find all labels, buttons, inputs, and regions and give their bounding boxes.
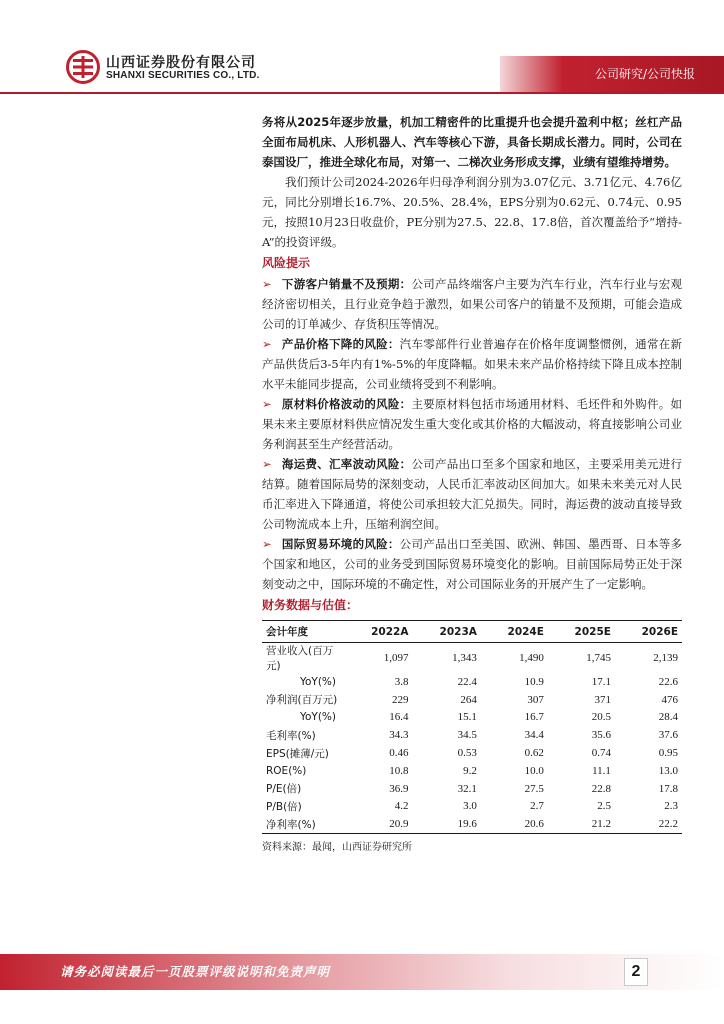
arrow-bullet-icon: ➢ bbox=[262, 277, 272, 291]
page-header bbox=[0, 0, 724, 100]
table-cell: 22.8 bbox=[591, 782, 611, 795]
table-row bbox=[262, 726, 682, 744]
arrow-bullet-icon: ➢ bbox=[262, 337, 272, 351]
table-row bbox=[262, 643, 682, 674]
table-cell: 0.62 bbox=[524, 747, 544, 760]
footer-disclaimer: 请务必阅读最后一页股票评级说明和免责声明 bbox=[60, 964, 331, 979]
row-label: EPS(摊薄/元) bbox=[266, 747, 329, 760]
company-name-en: SHANXI SECURITIES CO., LTD. bbox=[106, 70, 260, 81]
table-cell: 1,097 bbox=[383, 652, 409, 664]
table-cell: 27.5 bbox=[524, 782, 544, 795]
risk-item-heading: 国际贸易环境的风险： bbox=[281, 537, 400, 551]
arrow-bullet-icon: ➢ bbox=[262, 397, 272, 411]
table-cell: 36.9 bbox=[389, 782, 409, 795]
table-cell: 16.7 bbox=[524, 711, 544, 724]
table-cell: 17.1 bbox=[591, 675, 611, 688]
row-label: YoY(%) bbox=[299, 675, 336, 688]
table-cell: 3.8 bbox=[394, 675, 409, 688]
table-cell: 229 bbox=[391, 693, 409, 706]
table-row bbox=[262, 762, 682, 780]
arrow-bullet-icon: ➢ bbox=[262, 457, 272, 471]
table-cell: 28.4 bbox=[658, 711, 678, 724]
table-cell: 476 bbox=[661, 693, 678, 706]
table-cell: 34.3 bbox=[389, 729, 409, 742]
table-cell: 4.2 bbox=[394, 800, 409, 813]
report-type-tag: 公司研究/公司快报 bbox=[500, 56, 724, 92]
table-row bbox=[262, 673, 682, 691]
column-header-year: 2025E bbox=[548, 621, 615, 643]
company-name-cn: 山西证券股份有限公司 bbox=[106, 55, 256, 71]
table-cell: 11.1 bbox=[592, 764, 611, 777]
risk-item bbox=[262, 334, 682, 394]
risk-item-text: 公司产品出口至多个国家和地区，主要采用美元进行结算。随着国际局势的深刻变动，人民币汇率波动区间加大。如果未来美元对人民币汇率进入下降通道，将使公司承担较大汇兑损失。同时，海运费的波动直接导致公司物流成本上升，压缩利润空间。 bbox=[262, 457, 683, 531]
table-cell: 20.5 bbox=[591, 711, 611, 724]
table-cell: 13.0 bbox=[658, 764, 678, 777]
table-cell: 2.7 bbox=[530, 800, 544, 813]
table-cell: 37.6 bbox=[658, 729, 678, 742]
table-cell: 1,745 bbox=[586, 652, 611, 664]
table-cell: 9.2 bbox=[463, 764, 477, 777]
table-cell: 22.4 bbox=[457, 675, 477, 688]
main-content bbox=[262, 112, 682, 853]
data-source-note: 资料来源：最闻，山西证券研究所 bbox=[262, 842, 412, 854]
table-cell: 307 bbox=[527, 693, 544, 706]
table-cell: 10.9 bbox=[524, 675, 544, 688]
row-label: P/E(倍) bbox=[266, 783, 302, 796]
table-cell: 32.1 bbox=[457, 782, 477, 795]
risk-item-text: 汽车零部件行业普遍存在价格年度调整惯例，通常在新产品供货后3-5年内有1%-5%的年度降幅。如果未来产品价格持续下降且成本控制水平未能同步提高，公司业绩将受到不利影响。 bbox=[262, 337, 683, 391]
table-cell: 1,490 bbox=[519, 652, 544, 664]
row-label: YoY(%) bbox=[299, 711, 336, 724]
table-cell: 371 bbox=[594, 693, 611, 706]
risk-item bbox=[262, 534, 682, 594]
table-cell: 2.5 bbox=[597, 800, 611, 813]
table-cell: 0.46 bbox=[389, 747, 409, 760]
table-cell: 22.2 bbox=[615, 815, 682, 833]
row-label: 营业收入(百万元) bbox=[266, 645, 334, 672]
table-cell: 264 bbox=[460, 693, 477, 706]
table-cell: 19.6 bbox=[412, 815, 480, 833]
table-cell: 3.0 bbox=[463, 800, 477, 813]
risk-list bbox=[262, 274, 682, 594]
table-row bbox=[262, 798, 682, 816]
risk-item-heading: 原材料价格波动的风险： bbox=[281, 397, 412, 411]
table-cell: 15.1 bbox=[457, 711, 477, 724]
summary-paragraph: 务将从2025年逐步放量，机加工精密件的比重提升也会提升盈利中枢；丝杠产品全面布局机床、人形机器人、汽车等核心下游，具备长期成长潜力。同时，公司在泰国设厂，推进全球化布局，对第一、二梯次业务形成支撑，业绩有望维持增势。 bbox=[262, 115, 682, 169]
table-cell: 0.74 bbox=[591, 747, 611, 760]
table-cell: 35.6 bbox=[591, 729, 611, 742]
table-row bbox=[262, 709, 682, 727]
row-label: 净利率(%) bbox=[262, 815, 344, 833]
table-cell: 34.4 bbox=[524, 729, 544, 742]
table-row bbox=[262, 780, 682, 798]
column-header-fiscal-year: 会计年度 bbox=[262, 621, 344, 643]
risk-item bbox=[262, 454, 682, 534]
table-cell: 2,139 bbox=[653, 652, 678, 664]
column-header-year: 2023A bbox=[412, 621, 480, 643]
table-row bbox=[262, 691, 682, 709]
row-label: P/B(倍) bbox=[266, 800, 302, 813]
table-cell: 2.3 bbox=[664, 800, 678, 813]
risk-item-text: 公司产品出口至美国、欧洲、韩国、墨西哥、日本等多个国家和地区，公司的业务受到国际贸易环境变化的影响。目前国际局势正处于深刻变动之中，国际环境的不确定性，对公司国际业务的开展产生了一定影响。 bbox=[262, 537, 683, 591]
row-label: ROE(%) bbox=[266, 764, 307, 777]
risk-item-text: 主要原材料包括市场通用材料、毛坯件和外购件。如果未来主要原材料供应情况发生重大变化或其价格的大幅波动，将直接影响公司业务利润甚至生产经营活动。 bbox=[262, 397, 683, 451]
table-cell: 21.2 bbox=[548, 815, 615, 833]
risk-item-heading: 海运费、汇率波动风险： bbox=[281, 457, 412, 471]
table-cell: 10.8 bbox=[389, 764, 409, 777]
table-cell: 17.8 bbox=[658, 782, 678, 795]
table-cell: 20.9 bbox=[344, 815, 412, 833]
risk-item-heading: 产品价格下降的风险： bbox=[281, 337, 400, 351]
shanxi-securities-logo-icon bbox=[66, 50, 100, 84]
row-label: 净利润(百万元) bbox=[266, 694, 338, 707]
table-row bbox=[262, 744, 682, 762]
table-cell: 22.6 bbox=[658, 675, 678, 688]
header-divider bbox=[0, 92, 724, 94]
forecast-paragraph: 我们预计公司2024-2026年归母净利润分别为3.07亿元、3.71亿元、4.76亿元，同比分别增长16.7%、20.5%、28.4%，EPS分别为0.62元、0.74元、0.95元，按照10月23日收盘价，PE分别为27.5、22.8、17.8倍，首次覆盖给予“增持-A”的投资评级。 bbox=[262, 175, 682, 249]
financial-table-header bbox=[262, 621, 682, 643]
risk-item-text: 公司产品终端客户主要为汽车行业，汽车行业与宏观经济密切相关，且行业竞争趋于激烈，如果公司客户的销量不及预期，可能会造成公司的订单减少、存货积压等情况。 bbox=[262, 277, 683, 331]
row-label: 毛利率(%) bbox=[266, 729, 316, 742]
financial-table bbox=[262, 620, 682, 834]
risk-item-heading: 下游客户销量不及预期： bbox=[281, 277, 412, 291]
table-cell: 10.0 bbox=[524, 764, 544, 777]
risk-item bbox=[262, 394, 682, 454]
page-number: 2 bbox=[624, 958, 648, 986]
table-cell: 16.4 bbox=[389, 711, 409, 724]
arrow-bullet-icon: ➢ bbox=[262, 537, 272, 551]
table-row bbox=[262, 815, 682, 833]
column-header-year: 2024E bbox=[481, 621, 548, 643]
table-cell: 20.6 bbox=[481, 815, 548, 833]
table-cell: 1,343 bbox=[452, 652, 477, 664]
risk-item bbox=[262, 274, 682, 334]
column-header-year: 2022A bbox=[344, 621, 412, 643]
financials-section-title: 财务数据与估值： bbox=[262, 598, 359, 612]
table-cell: 0.95 bbox=[658, 747, 678, 760]
table-cell: 34.5 bbox=[457, 729, 477, 742]
table-cell: 0.53 bbox=[457, 747, 477, 760]
column-header-year: 2026E bbox=[615, 621, 682, 643]
risk-section-title: 风险提示 bbox=[262, 256, 311, 270]
